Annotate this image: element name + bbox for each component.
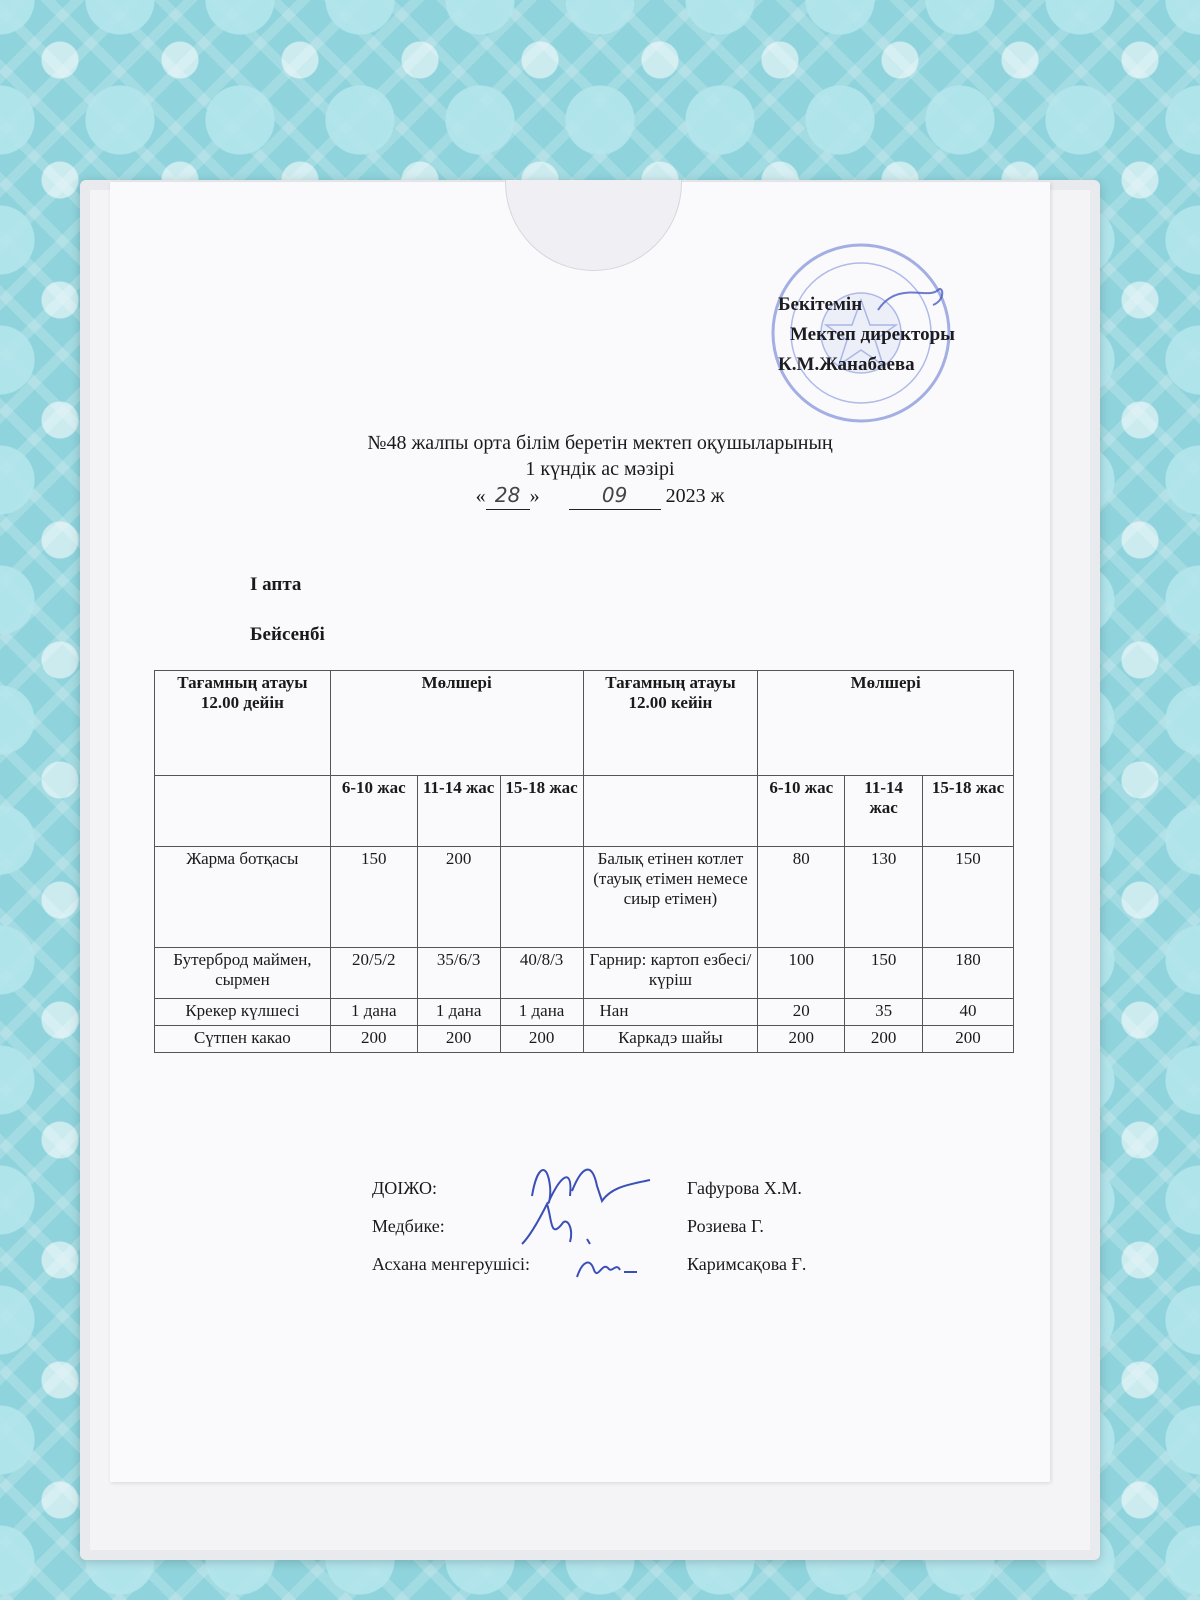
amount-cell: 1 дана	[417, 999, 500, 1026]
date-year: 2023 ж	[665, 485, 725, 507]
header-before-noon: Тағамның атауы 12.00 дейін	[155, 671, 331, 776]
signature-block	[372, 1178, 852, 1292]
amount-cell	[500, 847, 583, 948]
amount-cell: 130	[845, 847, 923, 948]
amount-cell: 35/6/3	[417, 948, 500, 999]
header-after-noon: Тағамның атауы 12.00 кейін	[583, 671, 758, 776]
dish-after: Каркадэ шайы	[583, 1026, 758, 1053]
approval-line3: К.М.Жанабаева	[778, 354, 915, 375]
amount-cell: 150	[330, 847, 417, 948]
date-day: 28	[494, 483, 521, 507]
amount-cell: 1 дана	[330, 999, 417, 1026]
dish-before: Жарма ботқасы	[155, 847, 331, 948]
header-empty	[583, 776, 758, 847]
amount-cell: 40	[923, 999, 1014, 1026]
signature-row	[372, 1254, 852, 1292]
day-label: Бейсенбі	[250, 624, 325, 645]
amount-cell: 200	[330, 1026, 417, 1053]
amount-cell: 200	[417, 1026, 500, 1053]
dish-after: Нан	[583, 999, 758, 1026]
amount-cell: 80	[758, 847, 845, 948]
date-line	[300, 482, 900, 510]
signature-role: Медбике:	[372, 1216, 445, 1236]
amount-cell: 200	[500, 1026, 583, 1053]
table-row	[155, 847, 1014, 948]
age-header: 11-14 жас	[845, 776, 923, 847]
amount-cell: 200	[923, 1026, 1014, 1053]
amount-cell: 20	[758, 999, 845, 1026]
approval-block	[778, 290, 955, 380]
date-close-quote: »	[529, 485, 540, 507]
amount-cell: 35	[845, 999, 923, 1026]
table-row	[155, 948, 1014, 999]
title-line1: №48 жалпы орта білім беретін мектеп оқушыларының	[367, 432, 833, 454]
title-line2: 1 күндік ас мәзірі	[525, 458, 675, 480]
age-header: 15-18 жас	[923, 776, 1014, 847]
dish-before: Бутерброд маймен, сырмен	[155, 948, 331, 999]
age-header: 6-10 жас	[758, 776, 845, 847]
amount-cell: 100	[758, 948, 845, 999]
amount-cell: 180	[923, 948, 1014, 999]
signature-name: Каримсақова Ғ.	[687, 1254, 807, 1274]
dish-before: Сүтпен какао	[155, 1026, 331, 1053]
menu-table	[154, 670, 1014, 1053]
age-header: 6-10 жас	[330, 776, 417, 847]
date-month: 09	[601, 483, 628, 507]
header-amount-before: Мөлшері	[330, 671, 583, 776]
amount-cell: 40/8/3	[500, 948, 583, 999]
signature-name: Гафурова Х.М.	[687, 1178, 802, 1198]
amount-cell: 200	[845, 1026, 923, 1053]
signature-name: Розиева Г.	[687, 1216, 764, 1236]
age-header: 11-14 жас	[417, 776, 500, 847]
amount-cell: 200	[417, 847, 500, 948]
document-title	[300, 430, 900, 510]
dish-after: Гарнир: картоп езбесі/күріш	[583, 948, 758, 999]
signature-role: ДОІЖО:	[372, 1178, 437, 1198]
dish-after: Балық етінен котлет (тауық етімен немесе сиыр етімен)	[583, 847, 758, 948]
amount-cell: 150	[923, 847, 1014, 948]
approval-line1: Бекітемін	[778, 294, 863, 315]
table-row	[155, 1026, 1014, 1053]
amount-cell: 1 дана	[500, 999, 583, 1026]
amount-cell: 150	[845, 948, 923, 999]
week-label: І апта	[250, 574, 302, 595]
dish-before: Крекер күлшесі	[155, 999, 331, 1026]
amount-cell: 20/5/2	[330, 948, 417, 999]
header-empty	[155, 776, 331, 847]
handwritten-signature-icon	[512, 1232, 652, 1292]
age-header: 15-18 жас	[500, 776, 583, 847]
amount-cell: 200	[758, 1026, 845, 1053]
header-amount-after: Мөлшері	[758, 671, 1014, 776]
approval-line2: Мектеп директоры	[790, 324, 956, 345]
date-open-quote: «	[475, 485, 486, 507]
table-row	[155, 999, 1014, 1026]
signature-role: Асхана менгерушісі:	[372, 1254, 530, 1274]
